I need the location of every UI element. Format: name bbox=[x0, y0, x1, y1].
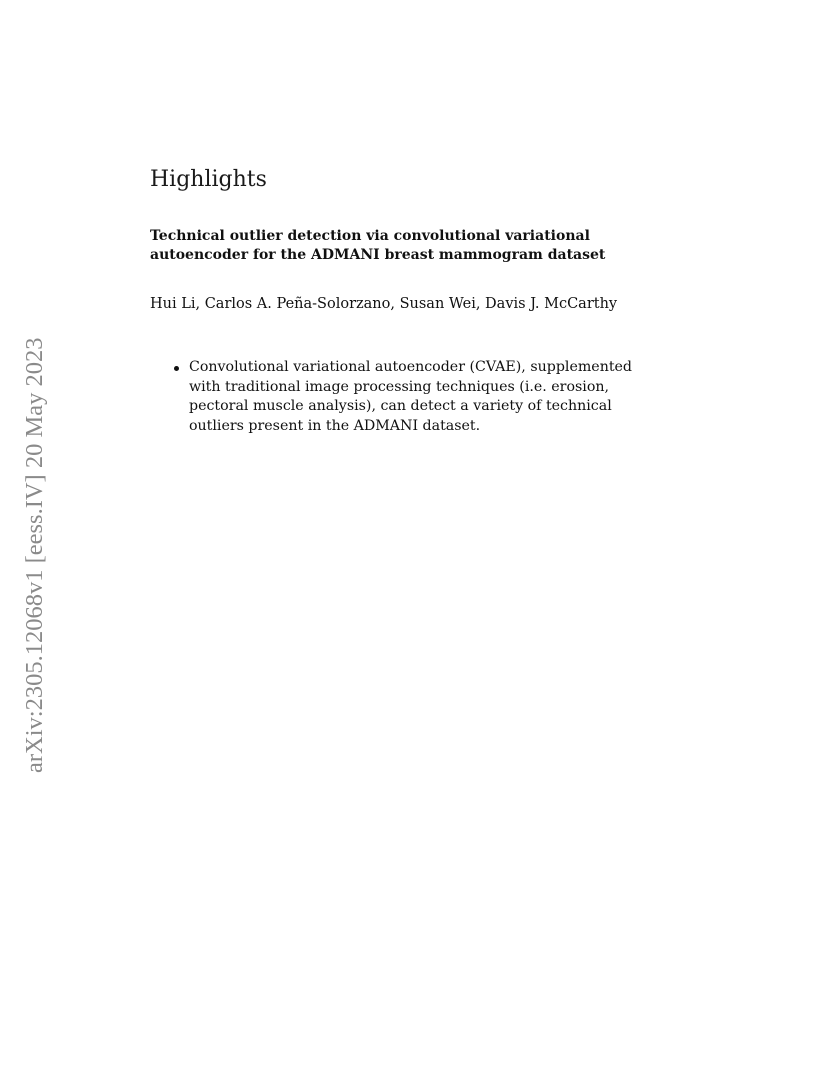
section-heading: Highlights bbox=[150, 167, 267, 192]
highlights-section bbox=[150, 165, 670, 436]
arxiv-identifier-stamp bbox=[21, 275, 49, 773]
bullet-icon bbox=[174, 366, 179, 371]
arxiv-identifier-text: arXiv:2305.12068v1 [eess.IV] 20 May 2023 bbox=[21, 337, 48, 773]
author-list: Hui Li, Carlos A. Peña-Solorzano, Susan Wei, Davis J. McCarthy bbox=[150, 296, 618, 312]
highlight-item bbox=[174, 358, 649, 436]
highlights-list bbox=[150, 358, 670, 436]
paper-title: Technical outlier detection via convolutional variational autoencoder for the ADMANI breast mammogram dataset bbox=[150, 228, 606, 263]
highlight-text: Convolutional variational autoencoder (CVAE), supplemented with traditional image processing techniques (i.e. erosion, pectoral muscle analysis), can detect a variety of technical outliers present in the ADMANI dataset. bbox=[189, 359, 633, 434]
